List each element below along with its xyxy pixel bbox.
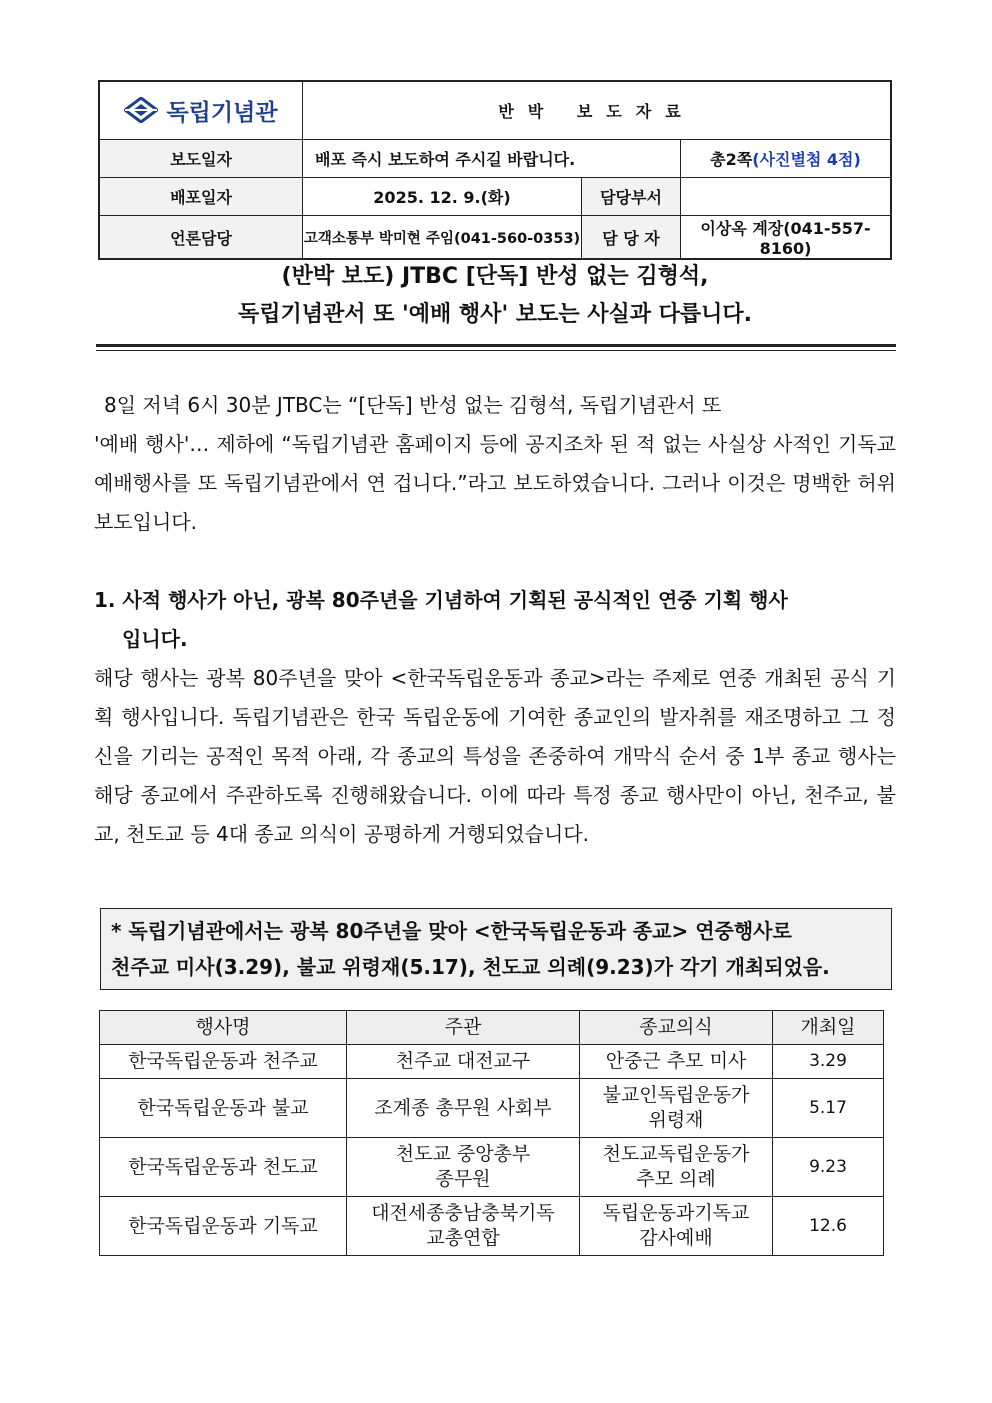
label-report-date: 보도일자 — [99, 140, 303, 178]
divider-thick — [96, 344, 896, 347]
events-table — [99, 1010, 884, 1256]
event-host: 조계종 총무원 사회부 — [347, 1079, 580, 1138]
column-header-event: 행사명 — [100, 1011, 347, 1045]
value-report-date: 배포 즉시 보도하여 주시길 바랍니다. — [303, 140, 681, 178]
table-row — [100, 1045, 884, 1079]
event-date: 3.29 — [773, 1045, 884, 1079]
event-host: 천주교 대전교구 — [347, 1045, 580, 1079]
event-rite: 독립운동과기독교 감사예배 — [580, 1197, 773, 1256]
event-host: 천도교 중앙총부 종무원 — [347, 1138, 580, 1197]
page-count — [681, 140, 892, 178]
event-rite: 천도교독립운동가 추모 의례 — [580, 1138, 773, 1197]
value-media-contact: 고객소통부 박미현 주임(041-560-0353) — [303, 216, 582, 260]
value-release-date: 2025. 12. 9.(화) — [303, 178, 582, 216]
note-line-2: 천주교 미사(3.29), 불교 위령재(5.17), 천도교 의례(9.23)가 각기 개최되었음. — [111, 955, 830, 979]
table-row — [100, 1138, 884, 1197]
intro-paragraph — [94, 386, 896, 542]
event-name: 한국독립운동과 천도교 — [100, 1138, 347, 1197]
column-header-rite: 종교의식 — [580, 1011, 773, 1045]
label-release-date: 배포일자 — [99, 178, 303, 216]
section-1-body: 해당 행사는 광복 80주년을 맞아 <한국독립운동과 종교>라는 주제로 연중 개최된 공식 기획 행사입니다. 독립기념관은 한국 독립운동에 기여한 종교인의 발자취를 재조명하고 그 정신을 기리는 공적인 목적 아래, 각 종교의 특성을 존중하여 개막식 순서 중 1부 종교 행사는 해당 종교에서 주관하도록 진행해왔습니다. 이에 따라 특정 종교 행사만이 아닌, 천주교, 불교, 천도교 등 4대 종교 의식이 공평하게 거행되었습니다. — [94, 666, 896, 846]
table-row — [100, 1197, 884, 1256]
headline-line-2: 독립기념관서 또 '예배 행사' 보도는 사실과 다릅니다. — [237, 302, 753, 327]
event-name: 한국독립운동과 천주교 — [100, 1045, 347, 1079]
note-box — [100, 908, 892, 990]
event-date: 5.17 — [773, 1079, 884, 1138]
event-rite: 불교인독립운동가 위령재 — [580, 1079, 773, 1138]
page-count-text: 총2쪽 — [710, 150, 753, 169]
value-person-in-charge: 이상옥 계장(041-557-8160) — [681, 216, 892, 260]
column-header-host: 주관 — [347, 1011, 580, 1045]
logo — [124, 94, 277, 127]
table-row — [100, 1079, 884, 1138]
column-header-date: 개최일 — [773, 1011, 884, 1045]
divider-thin — [96, 350, 896, 351]
label-media-contact: 언론담당 — [99, 216, 303, 260]
label-person-in-charge: 담 당 자 — [582, 216, 681, 260]
event-host: 대전세종충남충북기독 교총연합 — [347, 1197, 580, 1256]
section-1-heading-line-2: 입니다. — [122, 627, 188, 651]
intro-line-1: 8일 저녁 6시 30분 JTBC는 “[단독] 반성 없는 김형석, 독립기념관서 또 — [104, 393, 722, 417]
event-rite: 안중근 추모 미사 — [580, 1045, 773, 1079]
press-header-table — [98, 80, 892, 260]
independence-hall-logo-icon — [124, 97, 158, 123]
logo-cell — [99, 81, 303, 140]
table-header-row — [100, 1011, 884, 1045]
intro-rest: '예배 행사'… 제하에 “독립기념관 홈페이지 등에 공지조차 된 적 없는 사실상 사적인 기독교 예배행사를 또 독립기념관에서 연 겁니다.”라고 보도하였습니다. 그러나 이것은 명백한 허위 보도입니다. — [94, 432, 896, 534]
event-name: 한국독립운동과 불교 — [100, 1079, 347, 1138]
logo-text: 독립기념관 — [166, 99, 278, 126]
note-line-1: * 독립기념관에서는 광복 80주년을 맞아 <한국독립운동과 종교> 연중행사로 — [111, 919, 792, 943]
photo-attachment-note: (사진별첨 4점) — [752, 150, 861, 169]
event-name: 한국독립운동과 기독교 — [100, 1197, 347, 1256]
section-1-heading-line-1: 1. 사적 행사가 아닌, 광복 80주년을 기념하여 기획된 공식적인 연중 기획 행사 — [94, 588, 788, 612]
label-department: 담당부서 — [582, 178, 681, 216]
headline — [98, 258, 892, 334]
event-date: 9.23 — [773, 1138, 884, 1197]
headline-line-1: (반박 보도) JTBC [단독] 반성 없는 김형석, — [281, 264, 709, 289]
value-department — [681, 178, 892, 216]
section-1-heading — [94, 581, 896, 659]
event-date: 12.6 — [773, 1197, 884, 1256]
document-title: 반박 보도자료 — [303, 81, 892, 140]
